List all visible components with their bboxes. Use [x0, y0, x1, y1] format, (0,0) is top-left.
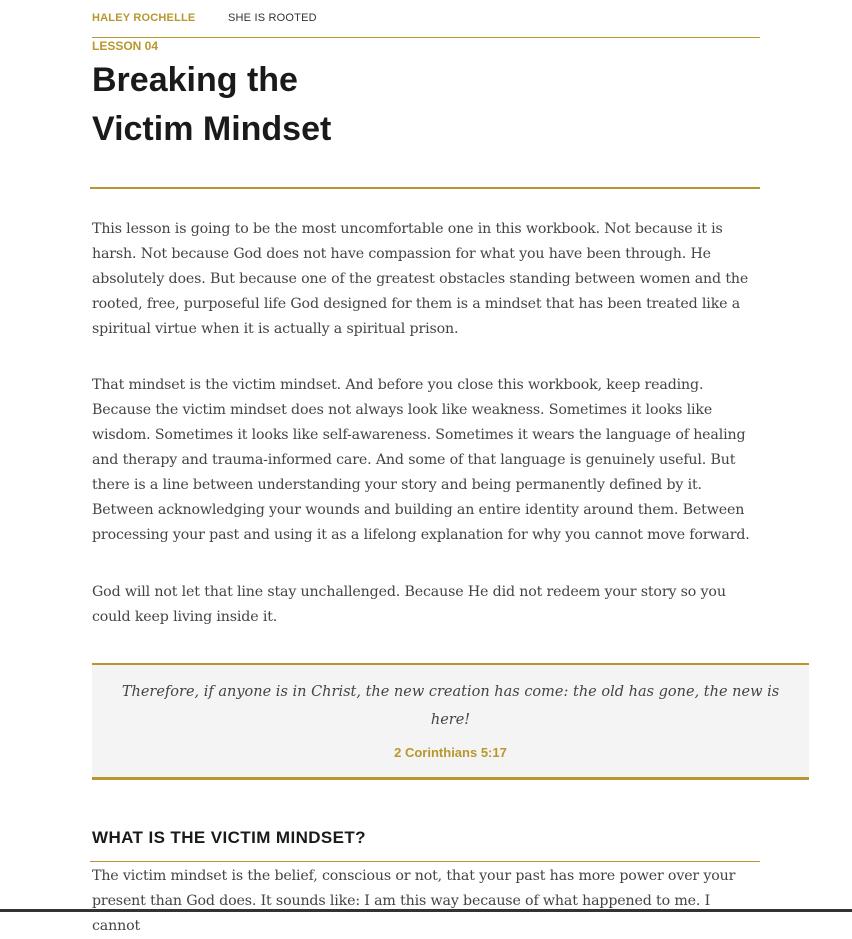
- series-name: SHE IS ROOTED: [228, 12, 317, 24]
- section-heading: WHAT IS THE VICTIM MINDSET?: [92, 828, 366, 847]
- body-paragraph-1: This lesson is going to be the most uncomfortable one in this workbook. Not because it is harsh. Not because God does not have compassion for what you have been through. He absolutely does. But because one of the greatest obstacles standing between women and the rooted, free, purposeful life God designed for them is a mindset that has been treated like a spiritual virtue when it is actually a spiritual prison.: [92, 221, 749, 337]
- title-divider: [90, 187, 760, 189]
- lesson-title-line1: Breaking the: [92, 61, 298, 99]
- lesson-title: [92, 56, 492, 154]
- brand-name: HALEY ROCHELLE: [92, 12, 196, 24]
- body-paragraph-3: God will not let that line stay unchallenged. Because He did not redeem your story so you could keep living inside it.: [92, 584, 726, 625]
- scripture-quote-box: [92, 663, 809, 780]
- header-divider: [92, 37, 760, 38]
- body-paragraph-2: That mindset is the victim mindset. And before you close this workbook, keep reading. Because the victim mindset does not always look like weakness. Sometimes it looks like wisdom. Sometimes it looks like self-awareness. Sometimes it wears the language of healing and therapy and trauma-informed care. And some of that language is genuinely useful. But there is a line between understanding your story and being permanently defined by it. Between acknowledging your wounds and building an entire identity around them. Between processing your past and using it as a lifelong explanation for why you cannot move forward.: [92, 377, 750, 543]
- section-divider: [90, 861, 760, 862]
- lesson-label: LESSON 04: [92, 39, 159, 53]
- bottom-edge-bar: [0, 909, 852, 912]
- scripture-quote-text: Therefore, if anyone is in Christ, the new creation has come: the old has gone, the new is here!: [121, 684, 780, 728]
- scripture-reference: 2 Corinthians 5:17: [394, 745, 507, 760]
- section-paragraph: The victim mindset is the belief, conscious or not, that your past has more power over your present than God does. It sounds like: I am this way because of what happened to me. I cannot: [92, 868, 736, 934]
- lesson-title-line2: Victim Mindset: [92, 110, 332, 148]
